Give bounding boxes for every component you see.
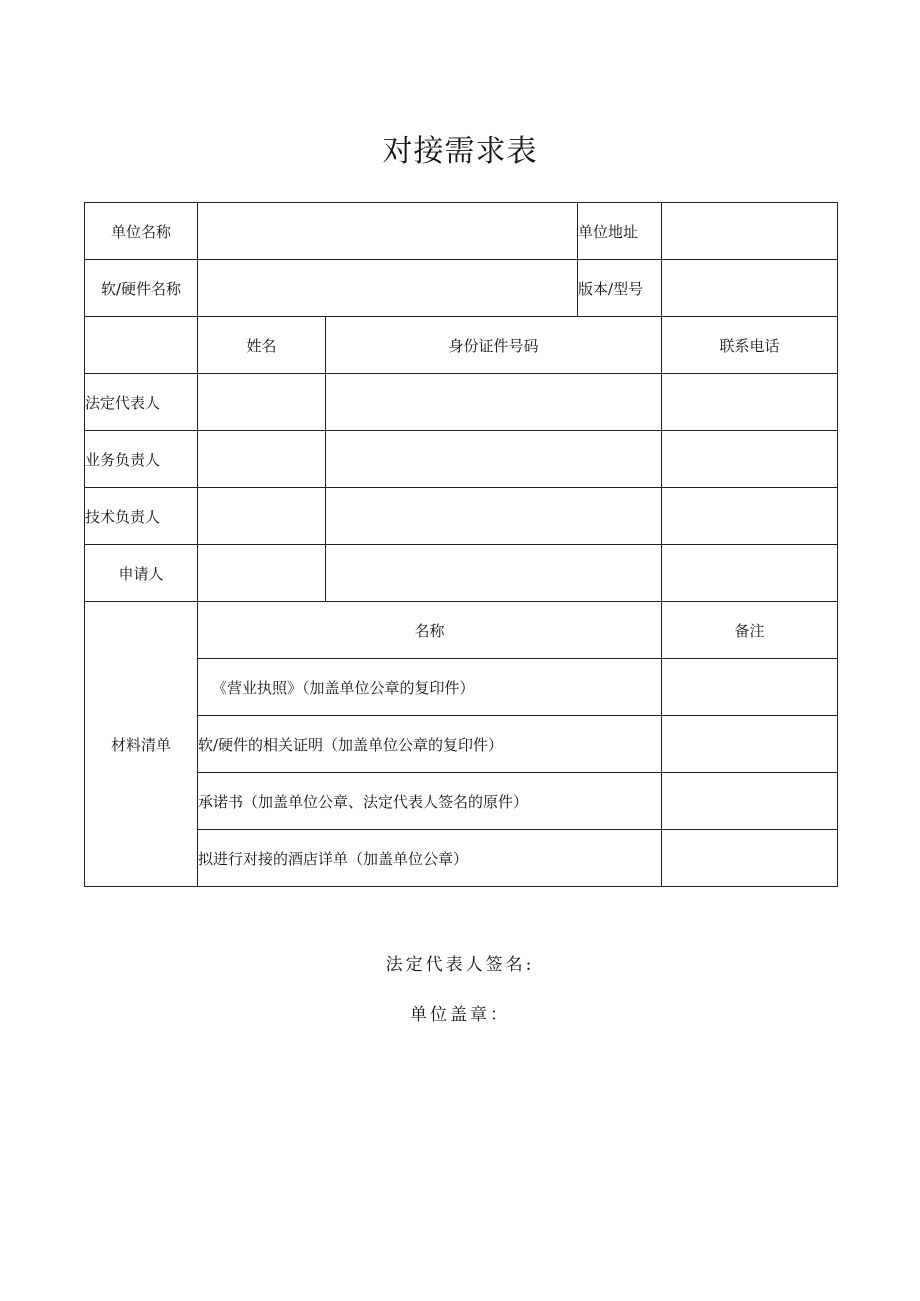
header-phone: 联系电话: [662, 317, 838, 374]
contact-id-field[interactable]: [326, 488, 662, 545]
version-field[interactable]: [662, 260, 838, 317]
contact-name-field[interactable]: [198, 431, 326, 488]
materials-header-row: [85, 602, 838, 659]
unit-seal-label: 单位盖章：: [410, 1005, 510, 1025]
requirement-form-table: [84, 202, 838, 887]
contact-phone-field[interactable]: [662, 431, 838, 488]
contacts-header-blank: [85, 317, 198, 374]
material-remark-field[interactable]: [662, 773, 838, 830]
header-name: 姓名: [198, 317, 326, 374]
material-remark-field[interactable]: [662, 830, 838, 887]
unit-name-row: [85, 203, 838, 260]
role-label: 法定代表人: [85, 374, 198, 431]
contact-row-business-lead: [85, 431, 838, 488]
header-id-number: 身份证件号码: [326, 317, 662, 374]
material-row: [85, 773, 838, 830]
materials-header-name: 名称: [198, 602, 662, 659]
contact-name-field[interactable]: [198, 545, 326, 602]
unit-address-field[interactable]: [662, 203, 838, 260]
unit-address-label: 单位地址: [578, 203, 662, 260]
page-title: 对接需求表: [382, 134, 538, 169]
contact-name-field[interactable]: [198, 374, 326, 431]
materials-header-remark: 备注: [662, 602, 838, 659]
product-row: [85, 260, 838, 317]
contacts-header-row: [85, 317, 838, 374]
materials-section-label: 材料清单: [85, 602, 198, 887]
contact-phone-field[interactable]: [662, 545, 838, 602]
contact-phone-field[interactable]: [662, 374, 838, 431]
contact-id-field[interactable]: [326, 545, 662, 602]
product-name-label: 软/硬件名称: [85, 260, 198, 317]
material-remark-field[interactable]: [662, 659, 838, 716]
contact-id-field[interactable]: [326, 431, 662, 488]
contact-id-field[interactable]: [326, 374, 662, 431]
material-remark-field[interactable]: [662, 716, 838, 773]
contact-name-field[interactable]: [198, 488, 326, 545]
contact-row-tech-lead: [85, 488, 838, 545]
product-name-field[interactable]: [198, 260, 578, 317]
material-row: [85, 716, 838, 773]
material-name: 拟进行对接的酒店详单（加盖单位公章）: [198, 830, 662, 887]
role-label: 技术负责人: [85, 488, 198, 545]
material-name: 软/硬件的相关证明（加盖单位公章的复印件）: [198, 716, 662, 773]
contact-row-legal-rep: [85, 374, 838, 431]
version-label: 版本/型号: [578, 260, 662, 317]
material-name: 《营业执照》（加盖单位公章的复印件）: [198, 659, 662, 716]
material-row: [85, 659, 838, 716]
role-label: 申请人: [85, 545, 198, 602]
role-label: 业务负责人: [85, 431, 198, 488]
contact-row-applicant: [85, 545, 838, 602]
contact-phone-field[interactable]: [662, 488, 838, 545]
unit-name-label: 单位名称: [85, 203, 198, 260]
material-name: 承诺书（加盖单位公章、法定代表人签名的原件）: [198, 773, 662, 830]
unit-name-field[interactable]: [198, 203, 578, 260]
material-row: [85, 830, 838, 887]
legal-rep-signature-label: 法定代表人签名:: [385, 955, 535, 975]
